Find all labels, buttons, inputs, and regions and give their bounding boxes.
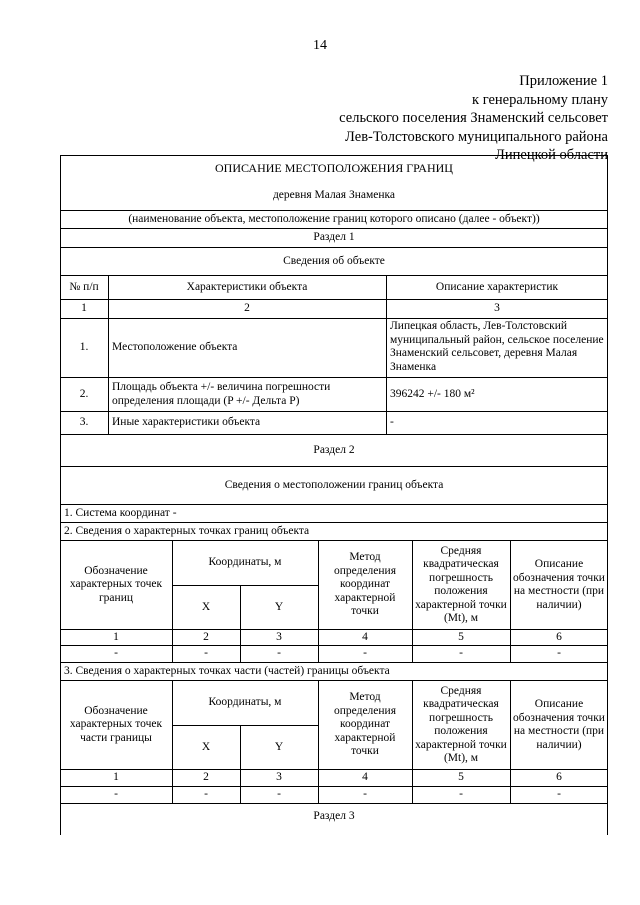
appendix-line-3: сельского поселения Знаменский сельсовет: [339, 110, 608, 126]
error-header: Средняя квадратическая погрешность положения характерной точки (Mt), м: [415, 544, 507, 624]
table-cell: -: [277, 647, 281, 660]
object-name: деревня Малая Знаменка: [272, 189, 396, 202]
method-header: Метод определения координат характерной точки: [333, 691, 396, 758]
table-cell: 4: [362, 771, 368, 784]
row-characteristic: Иные характеристики объекта: [112, 416, 261, 429]
column-header-number: № п/п: [69, 280, 99, 293]
table-cell: 5: [458, 630, 464, 643]
table-cell: 3: [276, 771, 282, 784]
appendix-line-2: к генеральному плану: [472, 91, 608, 108]
section-2-subtitle: Сведения о местоположении границ объекта: [224, 478, 444, 491]
row-description: -: [390, 416, 394, 429]
table-cell: 6: [556, 630, 562, 643]
page-number: 14: [313, 38, 327, 53]
table-cell: -: [363, 647, 367, 660]
row-number: 2.: [79, 387, 89, 400]
appendix-line-5: Липецкой области: [495, 147, 608, 163]
column-number-cell: 2: [244, 302, 250, 315]
row-description: Липецкая область, Лев-Толстовский муниципальный район, сельское поселение Знаменский сельсовет, деревня Малая Знаменка: [390, 320, 604, 373]
column-header-description: Описание характеристик: [435, 280, 559, 293]
document-title: ОПИСАНИЕ МЕСТОПОЛОЖЕНИЯ ГРАНИЦ: [215, 161, 453, 176]
description-header: Описание обозначения точки на местности (при наличии): [513, 558, 605, 611]
table-cell: 6: [556, 771, 562, 784]
table-cell: 2: [203, 630, 209, 643]
coordinate-system: 1. Система координат -: [64, 506, 177, 519]
appendix-line-4: Лев-Толстовского муниципального района: [345, 128, 608, 145]
y-header: Y: [274, 740, 284, 753]
column-number-cell: 3: [494, 302, 500, 315]
appendix-line-1: Приложение 1: [519, 73, 608, 89]
description-header: Описание обозначения точки на местности (при наличии): [513, 698, 605, 751]
parts-designation-header: Обозначение характерных точек части границы: [69, 704, 163, 744]
coordinates-header: Координаты, м: [208, 696, 282, 709]
table-cell: -: [114, 647, 118, 660]
column-number-cell: 1: [81, 302, 87, 315]
row-number: 1.: [79, 341, 89, 354]
section-2-label: Раздел 2: [313, 443, 355, 456]
table-cell: -: [277, 788, 281, 801]
table-cell: 5: [458, 771, 464, 784]
section-1-subtitle: Сведения об объекте: [283, 254, 385, 267]
section-1-label: Раздел 1: [313, 231, 355, 244]
table-cell: -: [204, 647, 208, 660]
table-cell: -: [557, 647, 561, 660]
section-3-label: Раздел 3: [313, 810, 355, 823]
table-cell: -: [459, 647, 463, 660]
coordinates-header: Координаты, м: [208, 556, 282, 569]
table-cell: 3: [276, 630, 282, 643]
x-header: X: [201, 600, 211, 613]
table-cell: -: [204, 788, 208, 801]
x-header: X: [201, 740, 211, 753]
table-cell: -: [459, 788, 463, 801]
row-characteristic: Площадь объекта +/- величина погрешности определения площади (P +/- Дельта P): [112, 381, 331, 407]
row-characteristic: Местоположение объекта: [112, 341, 238, 354]
points-section-title: 2. Сведения о характерных точках границ объекта: [64, 524, 310, 537]
table-cell: 1: [113, 630, 119, 643]
y-header: Y: [274, 600, 284, 613]
object-note: (наименование объекта, местоположение границ которого описано (далее - объект)): [128, 212, 540, 225]
table-cell: 2: [203, 771, 209, 784]
points-designation-header: Обозначение характерных точек границ: [69, 564, 163, 604]
method-header: Метод определения координат характерной точки: [333, 551, 396, 618]
table-cell: 1: [113, 771, 119, 784]
table-cell: -: [114, 788, 118, 801]
table-cell: 4: [362, 630, 368, 643]
column-header-characteristic: Характеристики объекта: [186, 280, 308, 293]
table-cell: -: [557, 788, 561, 801]
table-cell: -: [363, 788, 367, 801]
row-number: 3.: [79, 416, 89, 429]
error-header: Средняя квадратическая погрешность положения характерной точки (Mt), м: [415, 684, 507, 764]
row-description: 396242 +/- 180 м²: [390, 387, 475, 400]
parts-section-title: 3. Сведения о характерных точках части (частей) границы объекта: [64, 664, 390, 677]
